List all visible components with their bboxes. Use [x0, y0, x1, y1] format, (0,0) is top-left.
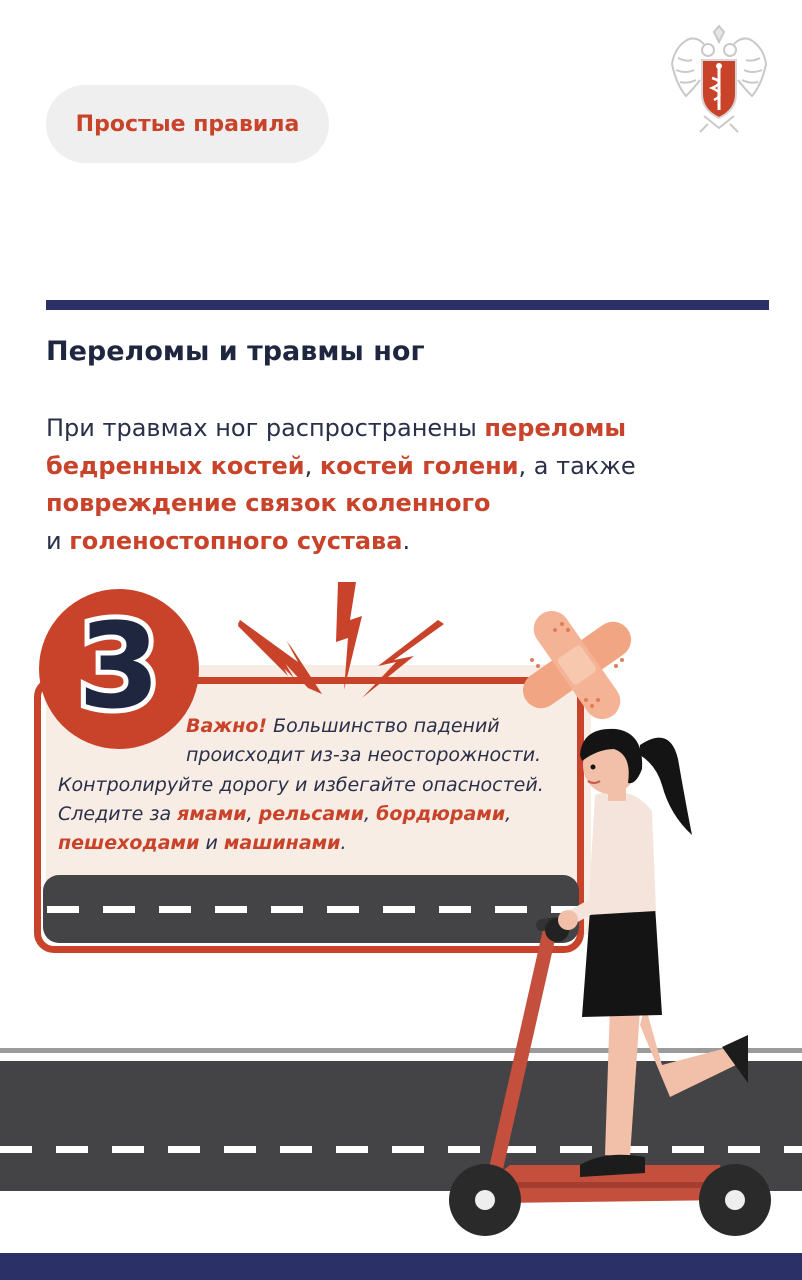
tip-highlight: рельсами [258, 803, 365, 825]
section-badge [46, 85, 329, 163]
tip-text: Большинство падений [267, 715, 500, 737]
intro-line-4 [46, 523, 766, 561]
intro-line-3 [46, 485, 766, 523]
tip-text: . [340, 832, 347, 854]
intro-text: . [402, 526, 411, 555]
tip-line-5 [58, 829, 347, 858]
tip-text: Контролируйте дорогу и избегайте опасностей. [58, 774, 544, 796]
intro-text: и [46, 526, 70, 555]
section-badge-label: Простые правила [75, 111, 300, 137]
tip-highlight: ямами [177, 803, 247, 825]
intro-highlight: голеностопного сустава [69, 526, 403, 555]
section-divider [46, 300, 769, 310]
intro-text: , [304, 451, 320, 480]
svg-text:3: 3 [77, 597, 161, 735]
intro-text: , а также [518, 451, 636, 480]
tip-text: и [199, 832, 224, 854]
ministry-emblem-icon [664, 24, 774, 136]
tip-text: Следите за [58, 803, 178, 825]
intro-line-1 [46, 410, 766, 448]
lightning-bolt-icon [238, 580, 448, 700]
tip-text: , [505, 803, 512, 825]
intro-highlight: переломы [484, 414, 627, 442]
tip-highlight: пешеходами [58, 832, 200, 854]
page-title: Переломы и травмы ног [46, 336, 425, 367]
intro-highlight: бедренных костей [46, 451, 305, 480]
tip-number-badge [39, 589, 199, 749]
intro-line-2 [46, 448, 766, 486]
tip-highlight: бордюрами [376, 803, 506, 825]
intro-paragraph [46, 410, 766, 560]
intro-highlight: повреждение связок коленного [46, 489, 491, 517]
tip-highlight: машинами [223, 832, 341, 854]
tip-text: происходит из-за неосторожности. [186, 744, 542, 766]
footer-bar [0, 1253, 802, 1280]
scooter-rider-illustration [430, 725, 802, 1240]
bandage-icon [510, 600, 645, 730]
tip-text: , [246, 803, 259, 825]
intro-highlight: костей голени [319, 451, 519, 480]
tip-important-label: Важно! [186, 715, 268, 737]
intro-text: При травмах ног распространены [46, 414, 485, 442]
tip-text: , [364, 803, 377, 825]
tip-number-glyph [39, 589, 199, 749]
